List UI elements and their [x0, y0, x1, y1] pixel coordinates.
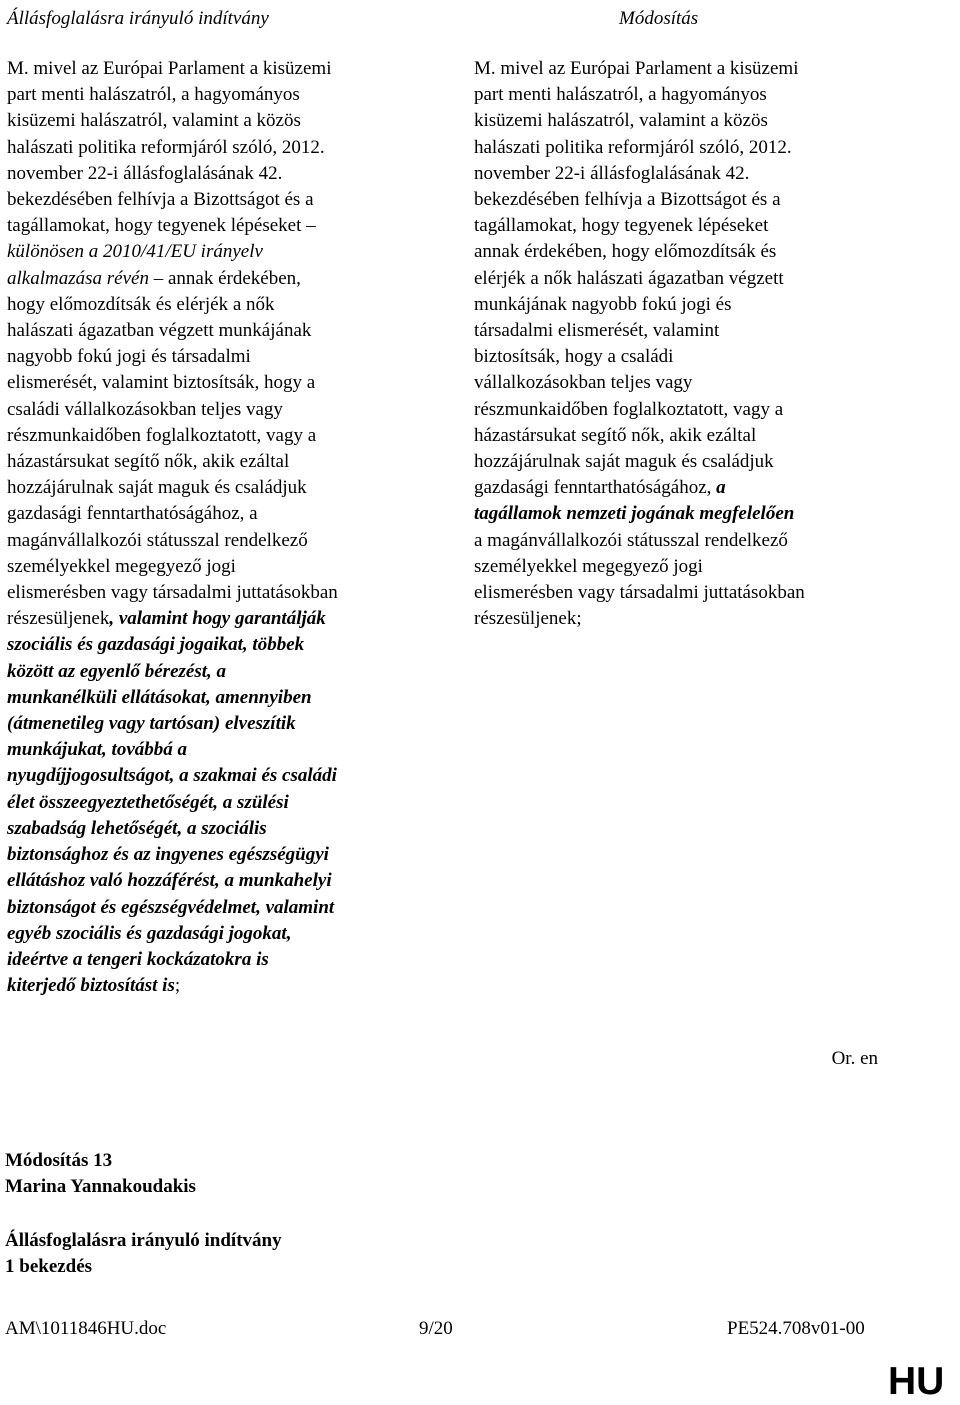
text-line — [474, 108, 914, 134]
text-line — [474, 318, 914, 344]
text-segment: halászati politika reformjáról szóló, 2012. — [7, 136, 325, 158]
text-segment: szabadság lehetőségét, a szociális — [7, 817, 267, 839]
text-line — [7, 895, 427, 921]
text-line — [474, 239, 914, 265]
text-segment: magánvállalkozói státusszal rendelkező — [7, 529, 308, 551]
text-segment: részesüljenek — [7, 608, 110, 630]
text-segment: társadalmi elismerését, valamint — [474, 320, 720, 342]
text-segment: vállalkozásokban teljes vagy — [474, 372, 693, 394]
text-line — [7, 868, 427, 894]
text-segment: M. mivel az Európai Parlament a kisüzemi — [7, 58, 332, 79]
text-segment: hozzájárulnak saját maguk és családjuk — [7, 477, 307, 499]
text-line — [7, 292, 427, 318]
text-line — [7, 737, 427, 763]
text-line — [474, 501, 914, 527]
text-segment: tagállamok nemzeti jogának megfelelően — [474, 503, 795, 525]
text-segment: halászati ágazatban végzett munkájának — [7, 320, 312, 342]
text-segment: házastársukat segítő nők, akik ezáltal — [474, 424, 757, 446]
text-line — [474, 554, 914, 580]
text-segment: M. mivel az Európai Parlament a kisüzemi — [474, 58, 799, 79]
text-line — [7, 449, 427, 475]
text-line — [474, 344, 914, 370]
text-segment: részesüljenek; — [474, 608, 582, 630]
text-segment: szociális és gazdasági jogaikat, többek — [7, 634, 305, 656]
text-segment: különösen a 2010/41/EU irányelv — [7, 241, 263, 263]
text-line — [7, 685, 427, 711]
text-line — [7, 135, 427, 161]
text-line — [7, 266, 427, 292]
text-line — [7, 370, 427, 396]
text-segment: biztonságot és egészségvédelmet, valamint — [7, 896, 335, 918]
text-segment: személyekkel megegyező jogi — [474, 555, 703, 577]
text-segment: kiterjedő biztosítást is — [7, 975, 175, 997]
text-line — [7, 763, 427, 789]
right-column-header: Módosítás — [619, 8, 699, 29]
text-line — [474, 266, 914, 292]
text-segment: part menti halászatról, a hagyományos — [7, 84, 300, 106]
text-line — [474, 449, 914, 475]
text-line — [474, 161, 914, 187]
text-segment: ellátáshoz való hozzáférést, a munkahelyi — [7, 870, 332, 892]
text-line — [7, 187, 427, 213]
text-line — [7, 501, 427, 527]
text-line — [7, 790, 427, 816]
text-segment: elismerését, valamint biztosítsák, hogy a — [7, 372, 316, 394]
text-line — [7, 632, 427, 658]
text-line — [7, 239, 427, 265]
text-line — [474, 475, 914, 501]
text-segment: nagyobb fokú jogi és társadalmi — [7, 346, 251, 368]
text-line — [474, 56, 914, 82]
text-line — [474, 370, 914, 396]
text-line — [474, 135, 914, 161]
amendment-doc-type: Állásfoglalásra irányuló indítvány — [5, 1230, 282, 1251]
text-segment: november 22-i állásfoglalásának 42. — [7, 162, 283, 184]
footer-page-number: 9/20 — [419, 1318, 453, 1339]
text-line — [474, 528, 914, 554]
text-line — [7, 711, 427, 737]
text-segment: között az egyenlő bérezést, a — [7, 660, 227, 682]
text-line — [7, 475, 427, 501]
text-segment: részmunkaidőben foglalkoztatott, vagy a — [474, 398, 784, 420]
text-line — [7, 816, 427, 842]
text-line — [7, 397, 427, 423]
text-line — [7, 161, 427, 187]
text-line — [474, 423, 914, 449]
text-segment: , valamint hogy garantálják — [109, 608, 326, 630]
text-line — [7, 973, 427, 999]
text-segment: alkalmazása révén — [7, 267, 149, 289]
amendment-paragraph: 1 bekezdés — [5, 1256, 93, 1277]
text-segment: gazdasági fenntarthatóságához, a — [7, 503, 258, 525]
text-line — [474, 580, 914, 606]
text-segment: hogy előmozdítsák és elérjék a nők — [7, 293, 275, 315]
text-segment: (átmenetileg vagy tartósan) elveszítik — [7, 713, 296, 735]
text-segment: részmunkaidőben foglalkoztatott, vagy a — [7, 424, 317, 446]
text-line — [7, 344, 427, 370]
text-line — [7, 82, 427, 108]
text-segment: munkanélküli ellátásokat, amennyiben — [7, 686, 312, 708]
text-segment: elismerésben vagy társadalmi juttatásokban — [7, 582, 338, 604]
text-segment: házastársukat segítő nők, akik ezáltal — [7, 451, 290, 473]
text-segment: part menti halászatról, a hagyományos — [474, 84, 767, 106]
text-segment: halászati politika reformjáról szóló, 2012. — [474, 136, 792, 158]
text-line — [474, 82, 914, 108]
text-line — [7, 606, 427, 632]
text-line — [7, 921, 427, 947]
text-segment: ideértve a tengeri kockázatokra is — [7, 948, 269, 970]
language-mark: HU — [888, 1360, 945, 1403]
text-segment: bekezdésében felhívja a Bizottságot és a — [474, 189, 781, 211]
text-segment: egyéb szociális és gazdasági jogokat, — [7, 922, 292, 944]
text-segment: biztonsághoz és az ingyenes egészségügyi — [7, 844, 329, 866]
text-line — [474, 213, 914, 239]
text-line — [7, 213, 427, 239]
text-segment: kisüzemi halászatról, valamint a közös — [7, 110, 301, 132]
original-language-note: Or. en — [831, 1048, 878, 1069]
amended-text-column — [474, 56, 914, 632]
amendment-author: Marina Yannakoudakis — [5, 1176, 196, 1197]
text-segment: annak érdekében, hogy előmozdítsák és — [474, 241, 777, 263]
text-segment: munkájának nagyobb fokú jogi és — [474, 293, 732, 315]
text-segment: gazdasági fenntarthatóságához, — [474, 477, 717, 499]
text-line — [7, 659, 427, 685]
left-column-header: Állásfoglalásra irányuló indítvány — [7, 8, 269, 29]
amendment-number: Módosítás 13 — [5, 1150, 113, 1171]
text-line — [7, 108, 427, 134]
text-line — [474, 187, 914, 213]
text-segment: elismerésben vagy társadalmi juttatásokban — [474, 582, 805, 604]
text-line — [7, 423, 427, 449]
text-segment: a — [716, 477, 726, 499]
amendment-header — [5, 1148, 282, 1280]
footer-pe-number: PE524.708v01-00 — [727, 1318, 865, 1339]
text-line — [7, 528, 427, 554]
text-line — [7, 318, 427, 344]
text-line — [7, 842, 427, 868]
text-segment: személyekkel megegyező jogi — [7, 555, 236, 577]
text-segment: biztosítsák, hogy a családi — [474, 346, 674, 368]
text-segment: családi vállalkozásokban teljes vagy — [7, 398, 283, 420]
text-line — [474, 606, 914, 632]
text-line — [7, 947, 427, 973]
text-segment: élet összeegyeztethetőségét, a szülési — [7, 791, 289, 813]
text-segment: november 22-i állásfoglalásának 42. — [474, 162, 750, 184]
footer-doc-reference: AM\1011846HU.doc — [5, 1318, 167, 1339]
text-line — [474, 292, 914, 318]
text-segment: kisüzemi halászatról, valamint a közös — [474, 110, 768, 132]
text-segment: tagállamokat, hogy tegyenek lépéseket – — [7, 215, 316, 237]
text-line — [7, 56, 427, 82]
text-segment: a magánvállalkozói státusszal rendelkező — [474, 529, 788, 551]
text-segment: nyugdíjjogosultságot, a szakmai és családi — [7, 765, 337, 787]
text-segment: ; — [174, 975, 181, 997]
text-segment: munkájukat, továbbá a — [7, 739, 187, 761]
text-line — [7, 554, 427, 580]
text-line — [474, 397, 914, 423]
text-segment: hozzájárulnak saját maguk és családjuk — [474, 451, 774, 473]
text-segment: bekezdésében felhívja a Bizottságot és a — [7, 189, 314, 211]
text-line — [7, 580, 427, 606]
text-segment: – annak érdekében, — [148, 267, 301, 289]
text-segment: tagállamokat, hogy tegyenek lépéseket — [474, 215, 769, 237]
original-text-column — [7, 56, 427, 999]
text-segment: elérjék a nők halászati ágazatban végzett — [474, 267, 784, 289]
